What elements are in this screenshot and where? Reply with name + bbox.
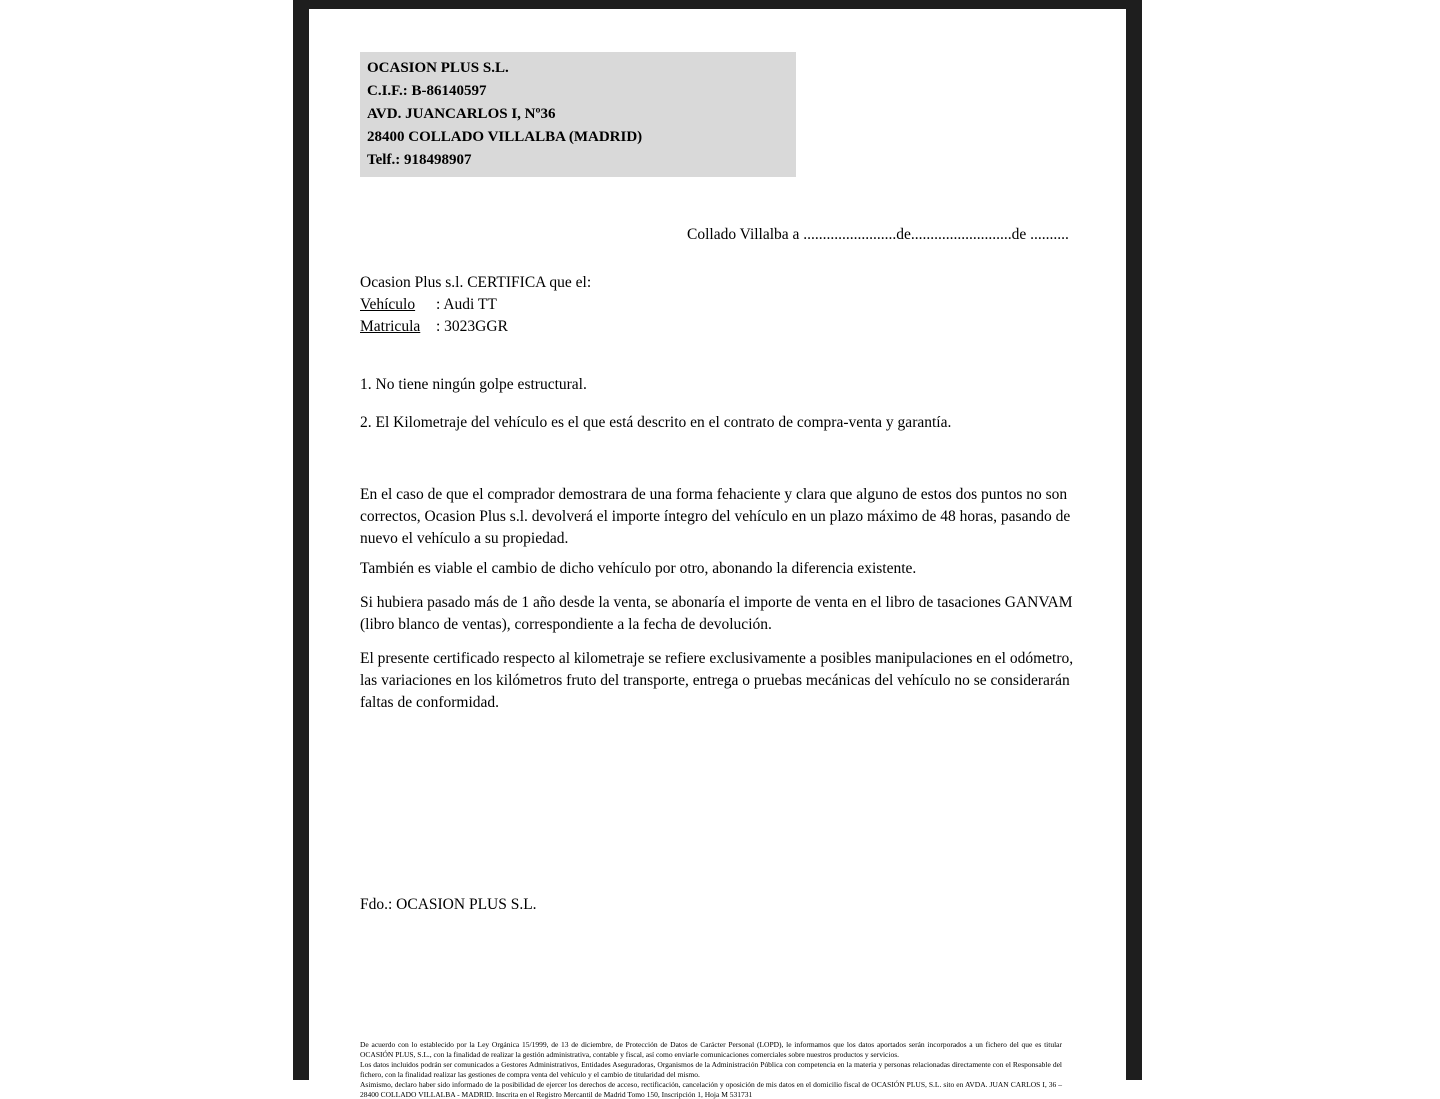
legal-paragraph-lopd: De acuerdo con lo establecido por la Ley Orgánica 15/1999, de 13 de diciembre, de Protección de Datos de Carácter Personal (LOPD), le informamos que los datos aportados serán incorporados a un fichero del que es titular OCASIÓN PLUS, S.L., con la finalidad de realizar la gestión administrativa, contable y fiscal, así como enviarle comunicaciones comerciales sobre nuestros productos y servicios. [360, 1040, 1062, 1059]
scan-edge-top [293, 0, 1142, 9]
plate-value: : 3023GGR [436, 318, 508, 335]
document-content [309, 52, 1126, 1099]
legal-paragraph-rights: Asimismo, declaro haber sido informado de la posibilidad de ejercer los derechos de acceso, rectificación, cancelación y oposición de mis datos en el domicilio fiscal de OCASIÓN PLUS, S.L. sito en AVDA. JUAN CARLOS I, 36 – 28400 COLLADO VILLALBA - MADRID. Inscrita en el Registro Mercantil de Madrid Tomo 150, Inscripción 1, Hoja M 531731 [360, 1080, 1062, 1099]
vehicle-value: : Audi TT [436, 296, 497, 313]
letterhead-city: 28400 COLLADO VILLALBA (MADRID) [367, 129, 643, 145]
body-paragraph-refund: En el caso de que el comprador demostrara de una forma fehaciente y clara que alguno de estos dos puntos no son correctos, Ocasion Plus s.l. devolverá el importe íntegro del vehículo en un plazo máximo de 48 horas, pasando de nuevo el vehículo a su propiedad. [360, 486, 1071, 547]
letterhead-phone: Telf.: 918498907 [367, 152, 472, 168]
certify-line: Ocasion Plus s.l. CERTIFICA que el: [360, 274, 592, 291]
letterhead-cif: C.I.F.: B-86140597 [367, 83, 487, 99]
date-line: Collado Villalba a ........................de..........................de .......... [687, 226, 1069, 243]
body-paragraph-odometer: El presente certificado respecto al kilometraje se refiere exclusivamente a posibles manipulaciones en el odómetro, las variaciones en los kilómetros fruto del transporte, entrega o pruebas mecánicas del vehículo no se considerarán faltas de conformidad. [360, 650, 1074, 711]
numbered-point-1: 1. No tiene ningún golpe estructural. [360, 376, 587, 393]
letterhead [360, 52, 796, 177]
scan-edge-right [1126, 0, 1142, 1080]
signature-line: Fdo.: OCASION PLUS S.L. [360, 896, 537, 913]
letterhead-address: AVD. JUANCARLOS I, Nº36 [367, 106, 556, 122]
numbered-point-2: 2. El Kilometraje del vehículo es el que está descrito en el contrato de compra-venta y garantía. [360, 414, 952, 431]
legal-paragraph-data-sharing: Los datos incluidos podrán ser comunicados a Gestores Administrativos, Entidades Aseguradoras, Organismos de la Administración Pública con competencia en la materia y personas relacionadas directamente con el Responsable del fichero, con la finalidad realizar las gestiones de compra venta del vehículo y el cambio de titularidad del mismo. [360, 1060, 1062, 1079]
plate-row [360, 316, 1082, 338]
vehicle-row [360, 294, 1082, 316]
vehicle-label: Vehículo [360, 296, 416, 313]
letterhead-company: OCASION PLUS S.L. [367, 60, 509, 76]
plate-label: Matricula [360, 318, 421, 335]
body-paragraph-ganvam: Si hubiera pasado más de 1 año desde la venta, se abonaría el importe de venta en el libro de tasaciones GANVAM (libro blanco de ventas), correspondiente a la fecha de devolución. [360, 594, 1073, 633]
scan-edge-left [293, 0, 309, 1080]
legal-footer [360, 1040, 1062, 1099]
document-page [309, 9, 1126, 1099]
body-paragraph-exchange: También es viable el cambio de dicho vehículo por otro, abonando la diferencia existente. [360, 560, 917, 577]
